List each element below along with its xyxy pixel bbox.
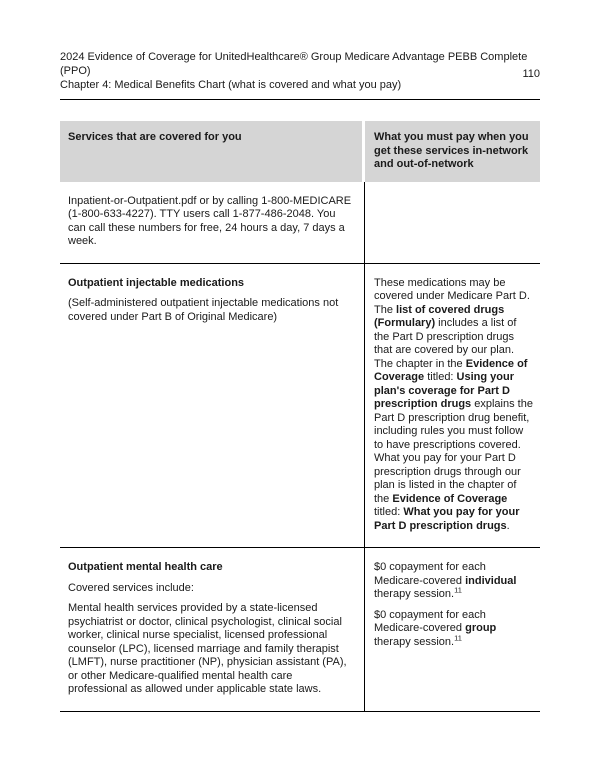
paragraph: Outpatient mental health care <box>68 561 223 573</box>
payment-cell <box>365 182 540 263</box>
page-header <box>60 50 540 92</box>
services-cell <box>60 182 365 263</box>
table-header-row <box>60 121 540 182</box>
payment-cell <box>365 548 540 711</box>
column-header-services: Services that are covered for you <box>60 121 365 182</box>
services-cell <box>60 264 365 548</box>
benefits-table <box>60 121 540 712</box>
paragraph: (Self-administered outpatient injectable medications not covered under Part B of Original Medicare) <box>68 297 339 323</box>
paragraph: Inpatient-or-Outpatient.pdf or by calling 1-800-MEDICARE (1-800-633-4227). TTY users call 1-877-486-2048. You can call these numbers for free, 24 hours a day, 7 days a week. <box>68 194 352 247</box>
services-cell <box>60 548 365 711</box>
table-row-outpatient-injectable-medications <box>60 263 540 548</box>
paragraph: Mental health services provided by a state-licensed psychiatrist or doctor, clinical psychologist, clinical social worker, clinical nurse specialist, licensed professional counselor (LPC), licensed marriage and family therapist (LMFT), nurse practitioner (NP), physician assistant (PA), or other Medicare-qualified mental health care professional as allowed under applicable state laws. <box>68 602 347 695</box>
header-title-line2: (PPO) <box>60 65 91 77</box>
column-header-payment: What you must pay when you get these services in-network and out-of-network <box>365 121 540 182</box>
table-row-outpatient-mental-health-care <box>60 547 540 711</box>
paragraph: Covered services include: <box>68 581 194 594</box>
payment-cell <box>365 264 540 548</box>
header-title-line1: 2024 Evidence of Coverage for UnitedHealthcare® Group Medicare Advantage PEBB Complete <box>60 51 528 63</box>
page-content <box>60 0 540 712</box>
header-divider <box>60 99 540 100</box>
paragraph: These medications may be covered under Medicare Part D. The list of covered drugs (Formulary) includes a list of the Part D prescription drugs that are covered by our plan. The chapter in the Evidence of Coverage titled: Using your plan's coverage for Part D prescription drugs explains the Part D prescription drug benefit, including rules you must follow to have prescriptions covered. What you pay for your Part D prescription drugs through our plan is listed in the chapter of the Evidence of Coverage titled: What you pay for your Part D prescription drugs. <box>374 276 533 532</box>
page-number: 110 <box>522 68 540 80</box>
table-row-phone-info <box>60 182 540 263</box>
paragraph: Outpatient injectable medications <box>68 276 245 289</box>
paragraph: $0 copayment for each Medicare-covered group therapy session.$^{11}$ <box>374 608 497 648</box>
paragraph: $0 copayment for each Medicare-covered individual therapy session.$^{11}$ <box>374 561 517 600</box>
header-chapter: Chapter 4: Medical Benefits Chart (what is covered and what you pay) <box>60 79 402 91</box>
